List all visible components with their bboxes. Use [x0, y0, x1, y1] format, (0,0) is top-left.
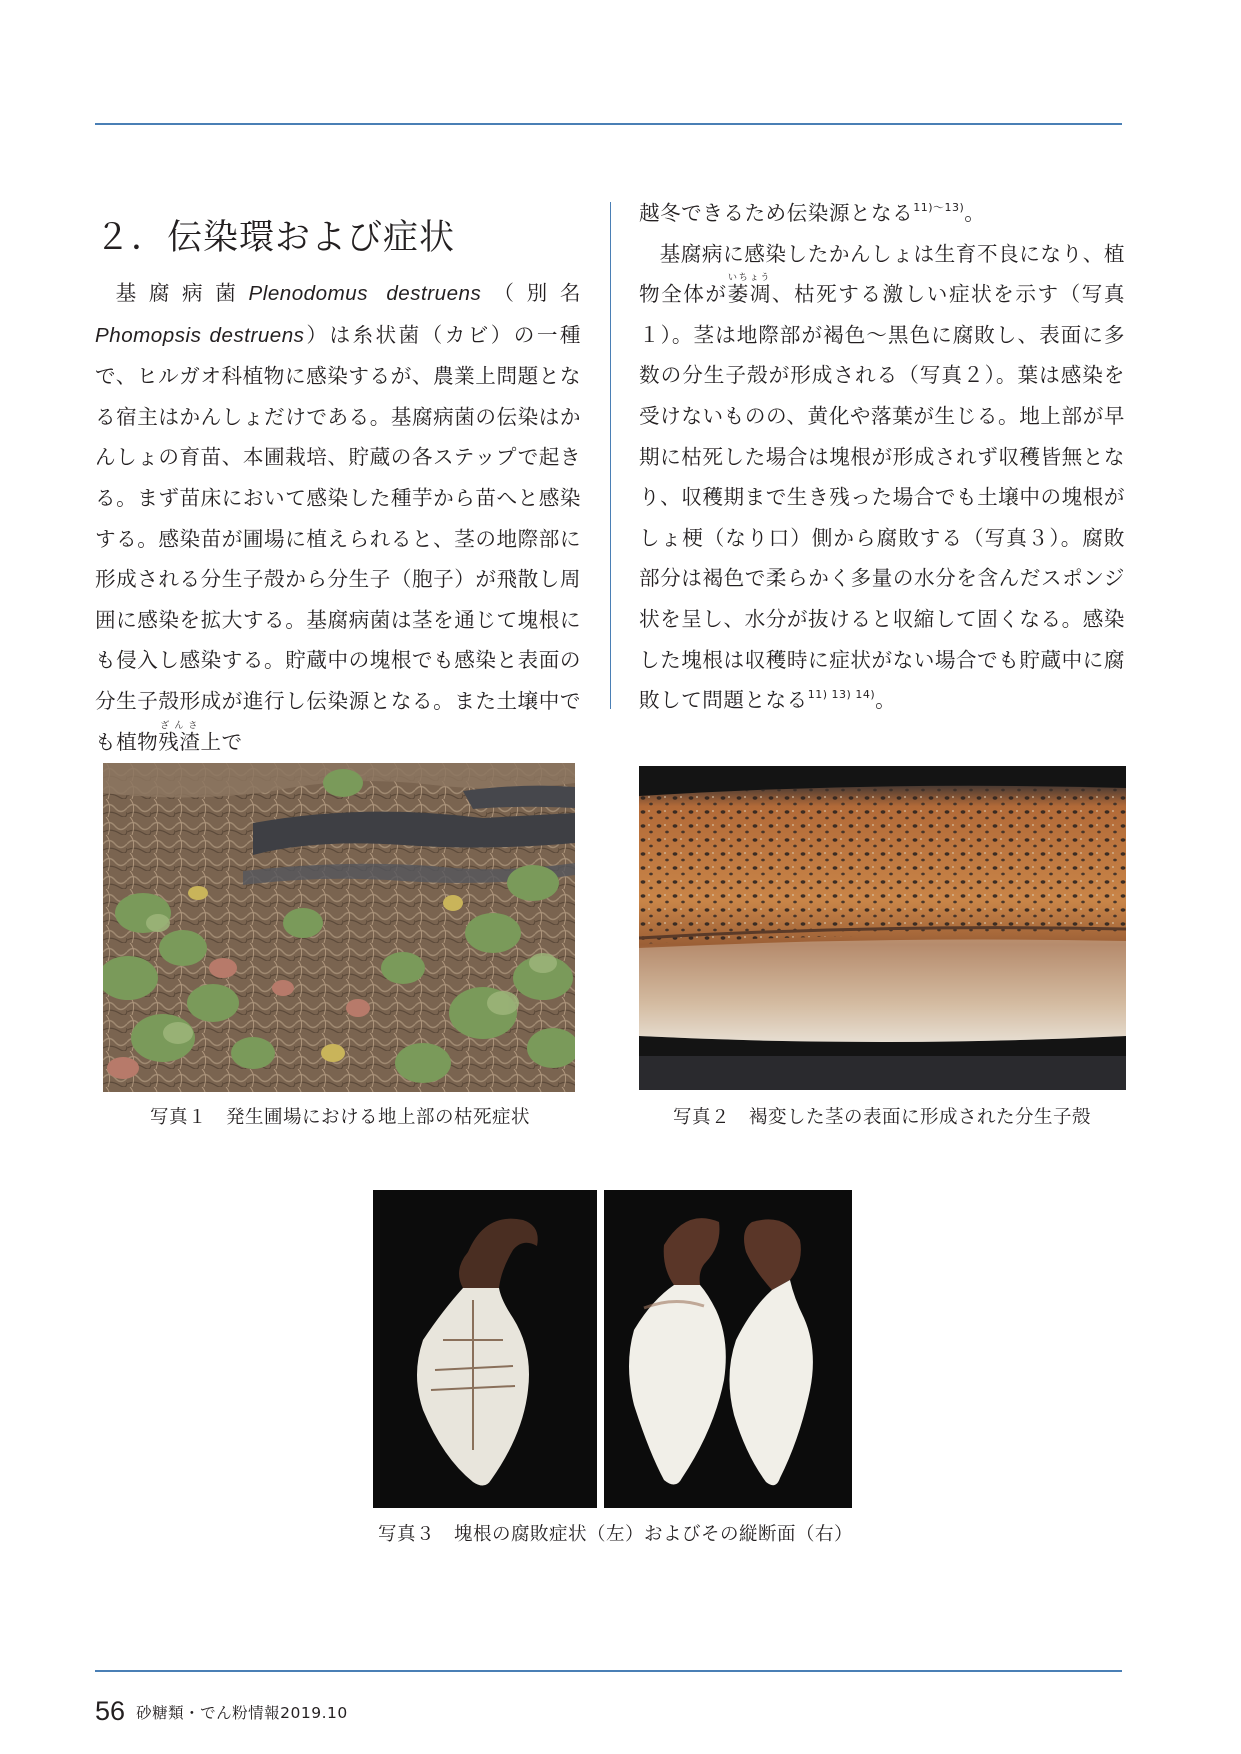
photo3-caption: 写真３ 塊根の腐敗症状（左）およびその縦断面（右） — [378, 1524, 854, 1545]
left-column — [95, 273, 581, 762]
ruby-reading: ざんさ — [158, 720, 201, 731]
ruby-zansa — [158, 720, 201, 754]
column-divider — [610, 202, 611, 709]
photo-field-wilt — [103, 763, 575, 1092]
header-rule — [95, 123, 1122, 125]
p1-text-b: （別名 — [481, 281, 581, 305]
photo-stem-pycnidia — [639, 766, 1126, 1090]
photo-root-rot-section — [604, 1190, 852, 1508]
photo2-caption: 写真２ 褐変した茎の表面に形成された分生子殻 — [673, 1107, 1092, 1128]
p2-text-b: 、枯死する激しい症状を示す（写真１）。茎は地際部が褐色～黒色に腐敗し、表面に多数の分生子殻が形成される（写真２）。葉は感染を受けないものの、黄化や落葉が生じる。地上部が早期に枯死した場合は塊根が形成されず収穫皆無となり、収穫期まで生き残った場合でも土壌中の塊根がしょ梗（なり口）側から腐敗する（写真３）。腐敗部分は褐色で柔らかく多量の水分を含んだスポンジ状を呈し、水分が抜けると収縮して固くなる。感染した塊根は収穫時に症状がない場合でも貯蔵中に腐敗して問題となる — [639, 282, 1126, 713]
ruby-reading: いちょう — [727, 273, 771, 284]
p2-end: 。 — [875, 688, 897, 713]
citation-ref: 11) 13) 14) — [807, 688, 876, 702]
paragraph-2 — [639, 234, 1125, 721]
scientific-name-alias: Phomopsis destruens — [95, 323, 305, 347]
photo1-caption: 写真１ 発生圃場における地上部の枯死症状 — [150, 1107, 531, 1128]
p1-text-d: 上で — [200, 729, 243, 754]
ruby-base: 残渣 — [158, 729, 201, 754]
paragraph-continued — [639, 193, 1125, 234]
ruby-ichou — [727, 273, 772, 307]
ruby-base: 萎凋 — [727, 282, 772, 307]
p1-text-c: ）は糸状菌（カビ）の一種で、ヒルガオ科植物に感染するが、農業上問題となる宿主はかんしょだけである。基腐病菌の伝染はかんしょの育苗、本圃栽培、貯蔵の各ステップで起きる。まず苗床において感染した種芋から苗へと感染する。感染苗が圃場に植えられると、茎の地際部に形成される分生子殻から分生子（胞子）が飛散し周囲に感染を拡大する。基腐病菌は茎を通じて塊根にも侵入し感染する。貯蔵中の塊根でも感染と表面の分生子殻形成が進行し伝染源となる。また土壌中でも植物 — [95, 322, 581, 754]
scientific-name: Plenodomus destruens — [248, 282, 482, 305]
photo-root-rot-exterior — [373, 1190, 597, 1508]
publication-name: 砂糖類・でん粉情報2019.10 — [136, 1703, 348, 1722]
page-number: 56 — [95, 1696, 126, 1726]
page-footer — [95, 1696, 348, 1727]
section-title: ２．伝染環および症状 — [95, 218, 456, 258]
p1-text-a: 基腐病菌 — [115, 281, 249, 305]
cont-text: 越冬できるため伝染源となる — [639, 201, 914, 225]
paragraph-1 — [95, 273, 581, 762]
cont-end: 。 — [964, 201, 986, 225]
p2-text-a: 基腐病に感染したかんしょは生育不良になり、植物全体が — [639, 241, 1125, 307]
citation-ref: 11)～13) — [913, 201, 965, 214]
right-column — [639, 193, 1125, 721]
footer-rule — [95, 1670, 1122, 1672]
